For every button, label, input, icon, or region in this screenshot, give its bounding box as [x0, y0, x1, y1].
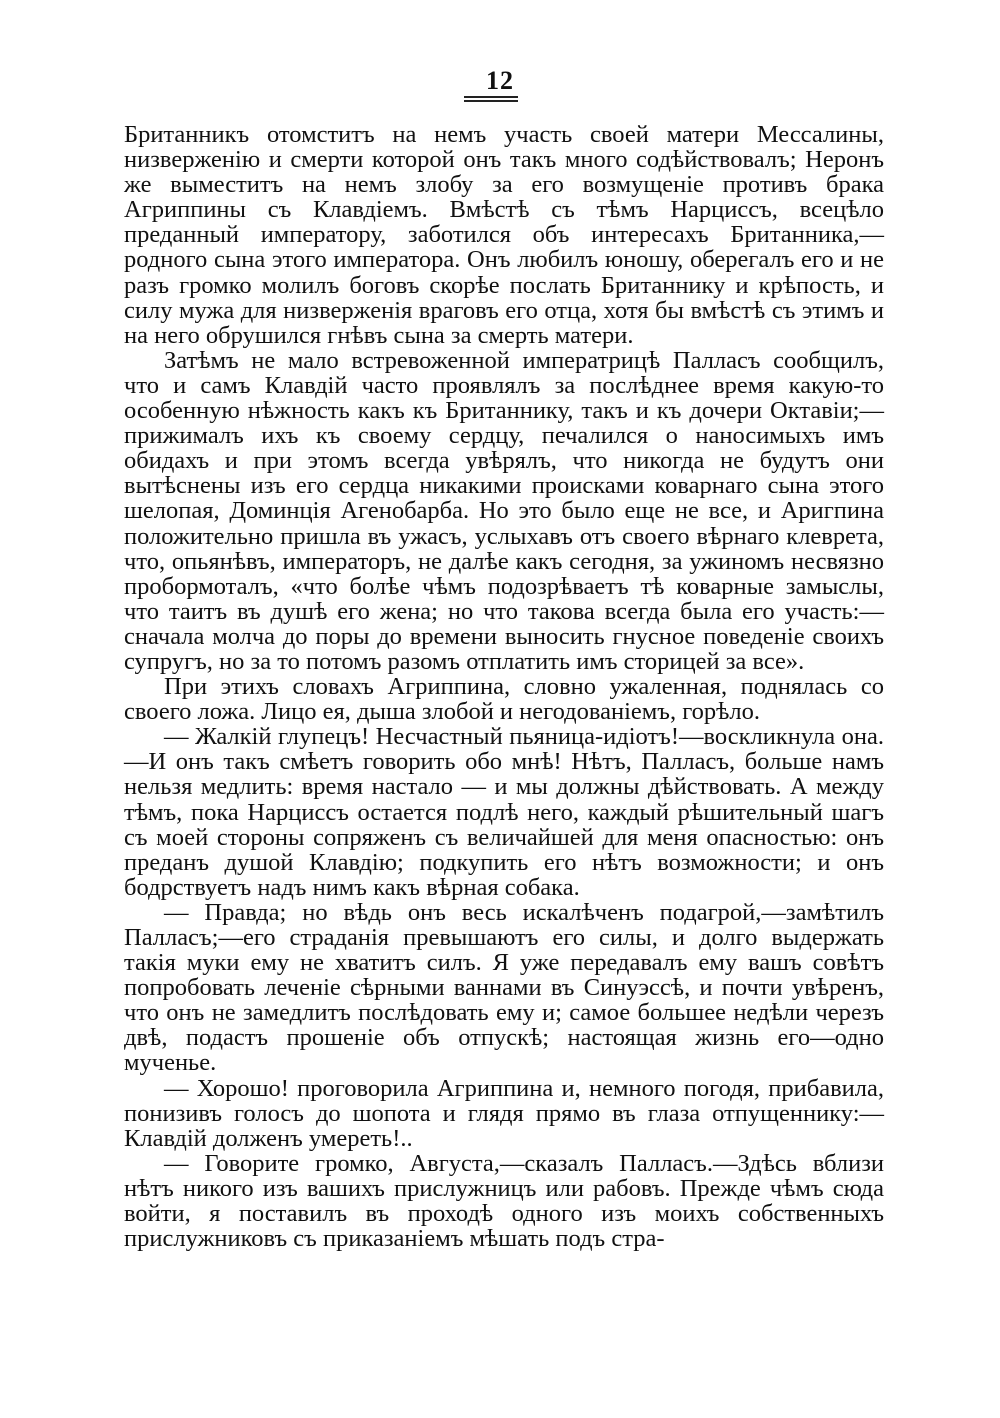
paragraph: — Жалкій глупецъ! Несчастный пьяница-идіотъ!—воскликнула она.—И онъ такъ смѣетъ говорить обо мнѣ! Нѣтъ, Палласъ, больше намъ нельзя медлить: время настало — и мы должны дѣйствовать. А между тѣмъ, пока Нарциссъ остается подлѣ него, каждый рѣшительный шагъ съ моей стороны сопряженъ съ величайшей для меня опасностью: онъ преданъ душой Клавдію; подкупить его нѣтъ возможности; и онъ бодрствуетъ надъ нимъ какъ вѣрная собака.: [124, 723, 884, 901]
header-rule-lower: [464, 100, 518, 102]
page-number: 12: [486, 66, 514, 95]
paragraph: Британникъ отомститъ на немъ участь своей матери Мессалины, низверженію и смерти которой онъ такъ много содѣйствовалъ; Неронъ же выместитъ на немъ злобу за его возмущеніе противъ брака Агриппины съ Клавдіемъ. Вмѣстѣ съ тѣмъ Нарциссъ, всецѣло преданный императору, заботился объ интересахъ Британника,—родного сына этого императора. Онъ любилъ юношу, оберегалъ его и не разъ громко молилъ боговъ скорѣе послать Британнику и крѣпость, и силу мужа для низверженія враговъ его отца, хотя бы вмѣстѣ съ этимъ и на него обрушился гнѣвъ сына за смерть матери.: [124, 121, 884, 349]
paragraph: При этихъ словахъ Агриппина, словно ужаленная, поднялась со своего ложа. Лицо ея, дыша злобой и негодованіемъ, горѣло.: [124, 673, 884, 726]
paragraph: Затѣмъ не мало встревоженной императрицѣ Палласъ сообщилъ, что и самъ Клавдій часто проявлялъ за послѣднее время какую-то особенную нѣжность какъ къ Британнику, такъ и къ дочери Октавіи;—прижималъ ихъ къ своему сердцу, печалился о наносимыхъ имъ обидахъ и при этомъ всегда увѣрялъ, что никогда не будутъ они вытѣснены изъ его сердца никакими происками коварнаго сына этого шелопая, Доминція Агенобарба. Но это было еще не все, и Аригпина положительно пришла въ ужасъ, услыхавъ отъ своего вѣрнаго клеврета, что, опьянѣвъ, императоръ, не далѣе какъ сегодня, за ужиномъ несвязно пробормоталъ, «что болѣе чѣмъ подозрѣваетъ тѣ коварные замыслы, что таитъ въ душѣ его жена; но что такова всегда была его участь:—сначала молча до поры до времени выносить гнусное поведеніе своихъ супругъ, но за то потомъ разомъ отплатить имъ сторицей за все».: [124, 346, 884, 675]
body-text: [124, 122, 884, 1251]
paragraph: — Правда; но вѣдь онъ весь искалѣченъ подагрой,—замѣтилъ Палласъ;—его страданія превышаютъ его силы, и долго выдержать такія муки ему не хватитъ силъ. Я уже передавалъ ему вашъ совѣтъ попробовать леченіе сѣрными ваннами въ Синуэссѣ, и почти увѣренъ, что онъ не замедлитъ послѣдовать ему и; самое большее недѣли черезъ двѣ, подастъ прошеніе объ отпускѣ; настоящая жизнь его—одно мученье.: [124, 898, 884, 1077]
paragraph: — Хорошо! проговорила Агриппина и, немного погодя, прибавила, понизивъ голосъ до шопота и глядя прямо въ глаза отпущеннику:—Клавдій долженъ умереть!..: [124, 1074, 884, 1152]
paragraph: — Говорите громко, Августа,—сказалъ Палласъ.—Здѣсь вблизи нѣтъ никого изъ вашихъ прислужницъ или рабовъ. Прежде чѣмъ сюда войти, я поставилъ въ проходѣ одного изъ моихъ собственныхъ прислужниковъ съ приказаніемъ мѣшать подъ стра-: [124, 1149, 884, 1253]
header-rule: [464, 96, 518, 98]
